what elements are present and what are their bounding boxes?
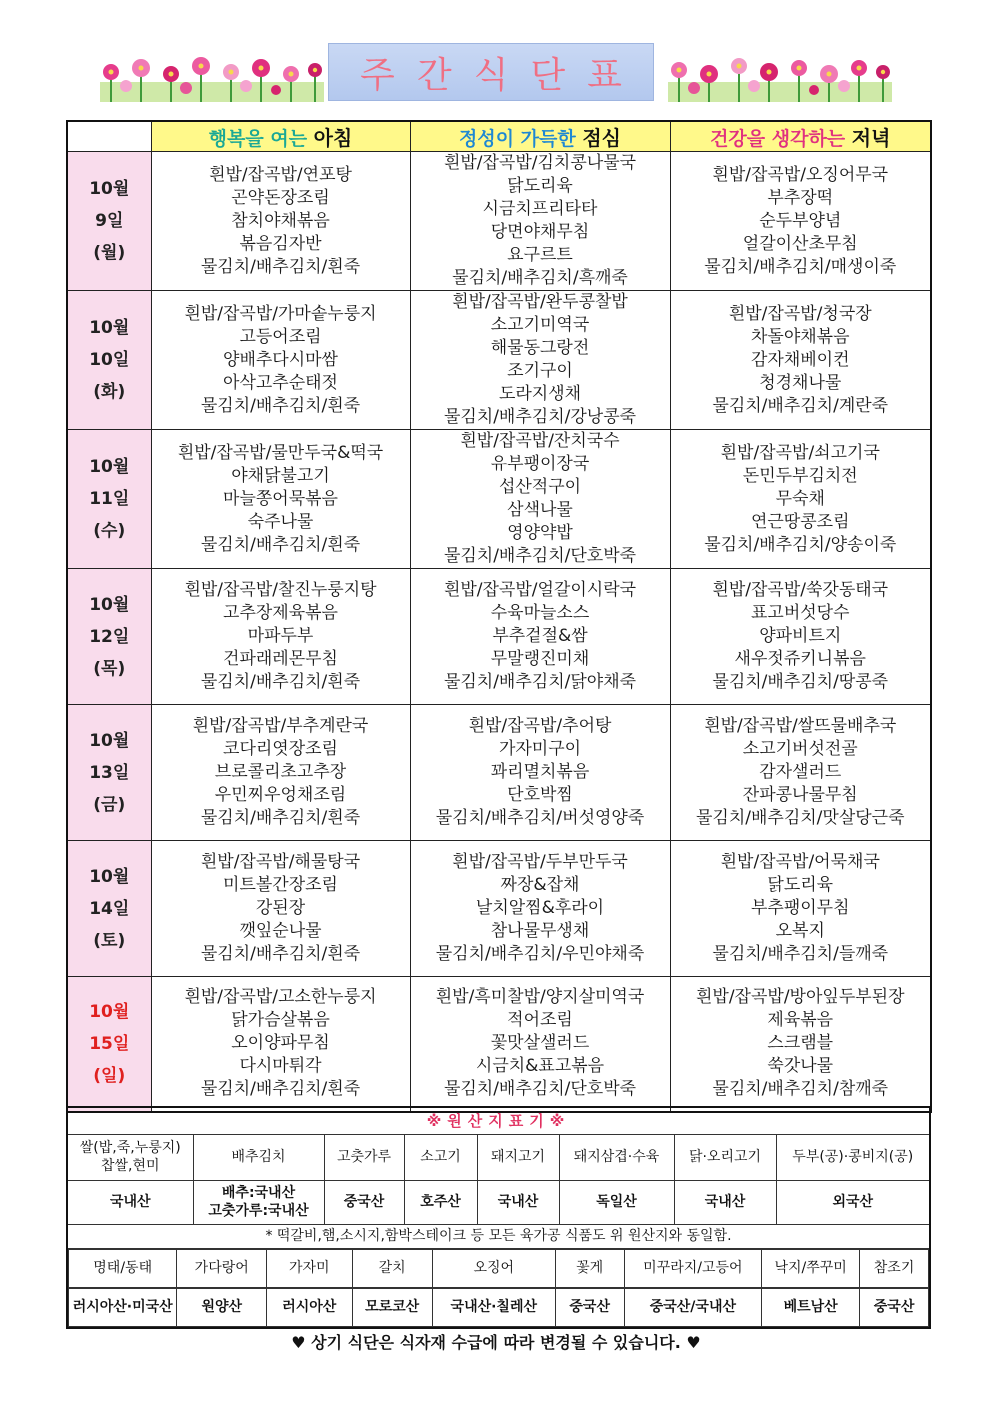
menu-item: 물김치/배추김치/맛살당근죽	[695, 808, 905, 828]
menu-item: 청경채나물	[759, 372, 842, 393]
menu-item: 제육볶음	[767, 1010, 834, 1031]
menu-item: 물김치/배추김치/강낭콩죽	[443, 407, 637, 427]
origin-item-value: 국내산	[67, 1180, 193, 1224]
date-month: 10월	[89, 594, 130, 615]
origin-value-row-2-holder	[67, 1288, 930, 1328]
lunch-cell	[410, 430, 670, 569]
date-day: 12일	[89, 626, 130, 647]
origin-item-label: 낙지/쭈꾸미	[762, 1249, 860, 1287]
origin-item-label: 닭·오리고기	[674, 1134, 776, 1180]
menu-item: 새우젓쥬키니볶음	[734, 649, 866, 669]
menu-item: 볶음김자반	[239, 233, 322, 254]
date-day: 14일	[89, 898, 130, 919]
menu-header-row	[67, 121, 931, 152]
menu-day-row	[67, 841, 931, 977]
menu-item: 흰밥/잡곡밥/쇠고기국	[720, 442, 880, 463]
menu-item: 시금치&표고볶음	[475, 1056, 605, 1077]
menu-item: 표고버섯당수	[750, 603, 850, 623]
origin-item-value: 국내산·칠레산	[432, 1288, 555, 1326]
breakfast-header	[151, 121, 410, 152]
menu-item: 물김치/배추김치/단호박죽	[443, 546, 637, 566]
menu-item: 흰밥/잡곡밥/김치콩나물국	[443, 153, 637, 173]
origin-item-label: 오징어	[432, 1249, 555, 1287]
origin-item-value: 중국산	[555, 1288, 624, 1326]
menu-item: 꽈리멸치볶음	[490, 762, 590, 782]
lunch-cell	[410, 841, 670, 977]
menu-item: 흰밥/잡곡밥/고소한누룽지	[184, 987, 377, 1008]
date-weekday: (수)	[93, 521, 126, 541]
menu-item: 물김치/배추김치/땅콩죽	[712, 672, 889, 692]
dinner-cell	[670, 977, 931, 1112]
origin-item-value: 국내산	[477, 1180, 559, 1224]
menu-item: 흰밥/잡곡밥/쑥갓동태국	[712, 580, 889, 600]
menu-item: 흰밥/잡곡밥/오징어무국	[712, 164, 889, 185]
menu-item: 쑥갓나물	[767, 1056, 834, 1077]
menu-item: 흰밥/잡곡밥/청국장	[728, 303, 872, 324]
dinner-cell	[670, 291, 931, 430]
flower-banner-right-icon	[668, 52, 892, 102]
menu-item: 흰밥/잡곡밥/추어탕	[468, 716, 612, 736]
menu-item: 흰밥/흑미찰밥/양지살미역국	[435, 987, 645, 1008]
menu-item: 물김치/배추김치/흰죽	[200, 534, 361, 555]
menu-item: 단호박찜	[507, 785, 573, 805]
lunch-cell	[410, 569, 670, 705]
origin-label-row-2-cells	[69, 1249, 929, 1287]
menu-item: 물김치/배추김치/닭야채죽	[443, 672, 637, 692]
date-day: 9일	[95, 211, 124, 231]
origin-value-row-2-cells	[69, 1288, 929, 1326]
menu-item: 흰밥/잡곡밥/두부만두국	[452, 852, 628, 872]
dinner-cell	[670, 569, 931, 705]
menu-item: 양배추다시마쌈	[223, 349, 338, 370]
origin-title: ※원산지표기※	[67, 1107, 930, 1134]
menu-item: 물김치/배추김치/계란죽	[712, 395, 889, 416]
menu-item: 짜장&잡채	[500, 875, 580, 895]
menu-item: 소고기미역국	[490, 315, 590, 335]
menu-item: 부추팽이무침	[750, 898, 850, 918]
menu-item: 요구르트	[507, 245, 573, 265]
menu-item: 흰밥/잡곡밥/잔치국수	[460, 431, 620, 451]
menu-item: 닭도리육	[767, 875, 834, 895]
origin-item-label: 가다랑어	[177, 1249, 267, 1287]
origin-value-row-2-inner	[68, 1288, 929, 1327]
menu-item: 흰밥/잡곡밥/물만두국&떡국	[177, 442, 384, 463]
menu-item: 부추겉절&쌈	[492, 626, 588, 646]
menu-item: 물김치/배추김치/흰죽	[200, 944, 361, 964]
date-day: 15일	[89, 1033, 130, 1054]
menu-day-row	[67, 569, 931, 705]
lunch-cell	[410, 291, 670, 430]
menu-item: 잔파콩나물무침	[742, 785, 858, 805]
breakfast-cell	[151, 569, 410, 705]
menu-item: 물김치/배추김치/흰죽	[200, 672, 361, 692]
origin-item-label: 꽃게	[555, 1249, 624, 1287]
menu-item: 해물동그랑전	[490, 338, 590, 358]
origin-value-row	[67, 1180, 930, 1224]
menu-item: 꽃맛살샐러드	[490, 1033, 590, 1054]
origin-item-label: 소고기	[404, 1134, 477, 1180]
menu-item: 스크램블	[767, 1033, 834, 1054]
origin-item-value: 중국산	[860, 1288, 929, 1326]
menu-item: 참나물무생채	[490, 921, 590, 941]
menu-item: 물김치/배추김치/양송이죽	[704, 534, 897, 555]
date-day: 13일	[89, 762, 130, 783]
menu-item: 도라지생채	[498, 384, 582, 404]
lunch-header-emph: 점심	[582, 126, 621, 150]
dinner-header	[670, 121, 931, 152]
menu-item: 브로콜리초고추장	[214, 762, 347, 782]
menu-item: 물김치/배추김치/단호박죽	[443, 1079, 637, 1100]
menu-item: 숙주나물	[247, 511, 314, 532]
origin-item-label: 명태/동태	[69, 1249, 177, 1287]
origin-item-value: 외국산	[776, 1180, 930, 1224]
menu-item: 양파비트지	[759, 626, 842, 646]
menu-item: 야채닭불고기	[231, 465, 330, 486]
menu-item: 아삭고추순태젓	[223, 372, 338, 393]
menu-item: 부추장떡	[767, 187, 834, 208]
menu-item: 물김치/배추김치/흰죽	[200, 256, 361, 277]
menu-item: 물김치/배추김치/흰죽	[200, 808, 361, 828]
origin-item-label: 미꾸라지/고등어	[624, 1249, 762, 1287]
menu-item: 마파두부	[247, 626, 314, 646]
menu-item: 물김치/배추김치/흰죽	[200, 395, 361, 416]
menu-item: 가자미구이	[498, 739, 582, 759]
corner-cell	[67, 121, 151, 152]
menu-item: 물김치/배추김치/우민야채죽	[435, 944, 645, 964]
menu-day-row	[67, 430, 931, 569]
menu-item: 참치야채볶음	[231, 210, 330, 231]
breakfast-header-emph: 아침	[313, 126, 353, 150]
origin-item-label: 고춧가루	[324, 1134, 404, 1180]
menu-item: 고등어조림	[239, 326, 322, 347]
date-weekday: (토)	[93, 930, 126, 951]
date-month: 10월	[89, 318, 130, 338]
date-month: 10월	[89, 730, 130, 751]
menu-item: 당면야채무침	[490, 222, 590, 242]
origin-value-row-2	[67, 1288, 930, 1328]
origin-item-value: 중국산	[324, 1180, 404, 1224]
menu-item: 시금치프리타타	[482, 199, 598, 219]
origin-item-label: 참조기	[860, 1249, 929, 1287]
date-cell	[67, 841, 151, 977]
breakfast-cell	[151, 977, 410, 1112]
date-weekday: (화)	[93, 382, 126, 402]
menu-item: 물김치/배추김치/매생이죽	[704, 256, 897, 277]
date-cell	[67, 152, 151, 291]
origin-label-row-2-holder	[67, 1248, 930, 1288]
date-cell	[67, 291, 151, 430]
menu-item: 흰밥/잡곡밥/쌀뜨물배추국	[704, 716, 897, 736]
menu-item: 흰밥/잡곡밥/부추계란국	[192, 716, 369, 736]
origin-item-value: 배추:국내산 고춧가루:국내산	[193, 1180, 324, 1224]
date-cell	[67, 430, 151, 569]
date-weekday: (금)	[93, 794, 126, 815]
origin-item-value: 국내산	[674, 1180, 776, 1224]
origin-item-value: 베트남산	[762, 1288, 860, 1326]
origin-item-label: 두부(공)·콩비지(공)	[776, 1134, 930, 1180]
menu-item: 조기구이	[507, 361, 573, 381]
origin-title-row	[67, 1107, 930, 1134]
lunch-header-prefix: 정성이 가득한	[459, 128, 583, 150]
origin-item-value: 중국산/국내산	[624, 1288, 762, 1326]
date-weekday: (일)	[93, 1065, 126, 1086]
menu-item: 순두부양념	[759, 210, 842, 231]
menu-item: 흰밥/잡곡밥/방아잎두부된장	[695, 987, 905, 1008]
menu-day-row	[67, 291, 931, 430]
menu-item: 무숙채	[775, 488, 825, 509]
dinner-header-emph: 저녁	[851, 126, 891, 150]
date-cell	[67, 705, 151, 841]
lunch-cell	[410, 977, 670, 1112]
menu-item: 흰밥/잡곡밥/어묵채국	[720, 852, 880, 872]
date-month: 10월	[89, 457, 130, 477]
menu-item: 소고기버섯전골	[742, 739, 858, 759]
menu-item: 흰밥/잡곡밥/얼갈이시락국	[443, 580, 637, 600]
menu-item: 영양약밥	[507, 523, 573, 543]
breakfast-header-prefix: 행복을 여는	[208, 128, 314, 150]
origin-item-label: 배추김치	[193, 1134, 324, 1180]
menu-item: 오복지	[775, 921, 825, 941]
menu-item: 적어조림	[507, 1010, 573, 1031]
date-cell	[67, 977, 151, 1112]
menu-item: 얼갈이산초무침	[742, 233, 858, 254]
origin-item-value: 독일산	[559, 1180, 674, 1224]
menu-item: 오이양파무침	[231, 1033, 330, 1054]
origin-item-value: 호주산	[404, 1180, 477, 1224]
dinner-cell	[670, 841, 931, 977]
menu-item: 깻잎순나물	[239, 921, 322, 941]
origin-note-row	[67, 1224, 930, 1248]
menu-item: 흰밥/잡곡밥/가마솥누룽지	[184, 303, 377, 324]
menu-item: 유부팽이장국	[490, 454, 590, 474]
menu-item: 무말랭진미채	[490, 649, 590, 669]
menu-item: 돈민두부김치전	[742, 465, 858, 486]
dinner-cell	[670, 430, 931, 569]
menu-item: 흰밥/잡곡밥/해물탕국	[200, 852, 361, 872]
menu-item: 닭가슴살볶음	[231, 1010, 330, 1031]
date-cell	[67, 569, 151, 705]
menu-item: 흰밥/잡곡밥/완두콩찰밥	[452, 292, 628, 312]
menu-item: 삼색나물	[507, 500, 573, 520]
dinner-cell	[670, 152, 931, 291]
date-month: 10월	[89, 1001, 130, 1022]
origin-note: * 떡갈비,햄,소시지,함박스테이크 등 모든 육가공 식품도 위 원산지와 동일함.	[67, 1224, 930, 1248]
menu-item: 물김치/배추김치/들깨죽	[712, 944, 889, 964]
dinner-header-prefix: 건강을 생각하는	[710, 128, 852, 150]
menu-item: 물김치/배추김치/흑깨죽	[452, 268, 628, 288]
origin-item-label: 가자미	[267, 1249, 352, 1287]
breakfast-cell	[151, 841, 410, 977]
origin-item-value: 모로코산	[352, 1288, 432, 1326]
lunch-header	[410, 121, 670, 152]
menu-item: 강된장	[255, 898, 306, 918]
origin-item-label: 쌀(밥,죽,누룽지) 찹쌀,현미	[67, 1134, 193, 1180]
weekly-menu-table	[66, 120, 932, 1113]
origin-table	[66, 1106, 931, 1329]
dinner-cell	[670, 705, 931, 841]
menu-item: 고추장제육볶음	[223, 603, 338, 623]
date-day: 10일	[89, 350, 130, 370]
date-weekday: (월)	[93, 243, 126, 263]
page-title	[328, 43, 654, 101]
menu-item: 닭도리육	[507, 176, 573, 196]
origin-item-label: 갈치	[352, 1249, 432, 1287]
menu-item: 흰밥/잡곡밥/찰진누룽지탕	[184, 580, 377, 600]
menu-item: 감자샐러드	[759, 762, 842, 782]
breakfast-cell	[151, 291, 410, 430]
page-title-text: 주간식단표	[360, 54, 644, 96]
menu-item: 마늘쫑어묵볶음	[223, 488, 338, 509]
origin-label-row	[67, 1134, 930, 1180]
menu-item: 물김치/배추김치/흰죽	[200, 1079, 361, 1100]
breakfast-cell	[151, 705, 410, 841]
footnote: ♥ 상기 식단은 식자재 수급에 따라 변경될 수 있습니다. ♥	[291, 1333, 701, 1352]
menu-item: 곤약돈장조림	[231, 187, 330, 208]
origin-item-value: 러시아산	[267, 1288, 352, 1326]
date-month: 10월	[89, 866, 130, 887]
menu-item: 연근땅콩조림	[750, 511, 850, 532]
flower-banner-left-icon	[100, 52, 324, 102]
menu-item: 코다리엿장조림	[223, 739, 338, 759]
menu-day-row	[67, 977, 931, 1112]
origin-item-value: 원양산	[177, 1288, 267, 1326]
menu-item: 차돌야채볶음	[750, 326, 850, 347]
breakfast-cell	[151, 152, 410, 291]
menu-item: 물김치/배추김치/참깨죽	[712, 1079, 889, 1100]
menu-item: 건파래레몬무침	[223, 649, 338, 669]
origin-label-row-2-inner	[68, 1249, 929, 1288]
menu-item: 물김치/배추김치/버섯영양죽	[435, 808, 645, 828]
menu-item: 미트볼간장조림	[223, 875, 338, 895]
breakfast-cell	[151, 430, 410, 569]
origin-item-label: 돼지고기	[477, 1134, 559, 1180]
menu-item: 우민찌우엉채조림	[214, 785, 347, 805]
menu-item: 섭산적구이	[498, 477, 582, 497]
date-weekday: (목)	[93, 658, 126, 679]
menu-day-row	[67, 152, 931, 291]
menu-item: 다시마튀각	[239, 1056, 322, 1077]
menu-day-row	[67, 705, 931, 841]
origin-label-row-2	[67, 1248, 930, 1288]
menu-item: 수육마늘소스	[490, 603, 590, 623]
lunch-cell	[410, 705, 670, 841]
menu-item: 날치알찜&후라이	[475, 898, 605, 918]
origin-item-label: 돼지삼겹·수육	[559, 1134, 674, 1180]
date-day: 11일	[89, 489, 130, 509]
date-month: 10월	[89, 179, 130, 199]
origin-item-value: 러시아산·미국산	[69, 1288, 177, 1326]
menu-item: 흰밥/잡곡밥/연포탕	[209, 164, 352, 185]
menu-item: 감자채베이컨	[750, 349, 850, 370]
lunch-cell	[410, 152, 670, 291]
